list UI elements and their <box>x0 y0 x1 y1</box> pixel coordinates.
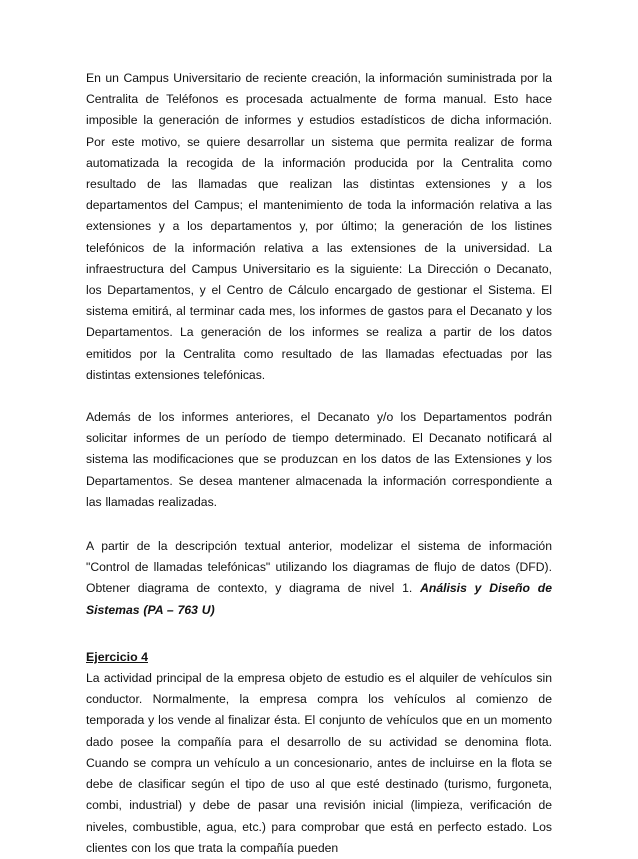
exercise-heading: Ejercicio 4 <box>86 649 148 664</box>
paragraph-additional-reports: Además de los informes anteriores, el Decanato y/o los Departamentos podrán solicitar informes de un período de tiempo determinado. El Decanato notificará al sistema las modificaciones que se produzcan en los datos de las Extensiones y los Departamentos. Se desea mantener almacenada la información correspondiente a las llamadas realizadas. <box>86 410 552 509</box>
task-statement-text: A partir de la descripción textual anterior, modelizar el sistema de información "Control de llamadas telefónicas" utilizando los diagramas de flujo de datos (DFD). Obtener diagrama de contexto, y diagrama de nivel 1. <box>86 539 552 596</box>
paragraph-task-statement <box>86 536 552 621</box>
document-page <box>86 68 552 859</box>
paragraph-exercise-4: La actividad principal de la empresa objeto de estudio es el alquiler de vehículos sin conductor. Normalmente, la empresa compra los vehículos al comienzo de temporada y los vende al finalizar ésta. El conjunto de vehículos que en un momento dado posee la compañía para el desarrollo de su actividad se denomina flota. Cuando se compra un vehículo a un concesionario, antes de incluirse en la flota se debe de clasificar según el tipo de uso al que esté destinado (turismo, furgoneta, combi, industrial) y debe de pasar una revisión inicial (limpieza, verificación de niveles, combustible, agua, etc.) para comprobar que está en perfecto estado. Los clientes con los que trata la compañía pueden <box>86 671 552 855</box>
paragraph-spacer <box>86 386 552 407</box>
paragraph-spacer <box>86 621 552 647</box>
paragraph-campus-description: En un Campus Universitario de reciente creación, la información suministrada por la Centralita de Teléfonos es procesada actualmente de forma manual. Esto hace imposible la generación de informes y estudios estadísticos de dicha información. Por este motivo, se quiere desarrollar un sistema que permita realizar de forma automatizada la recogida de la información producida por la Centralita como resultado de las llamadas que realizan las distintas extensiones y a los departamentos del Campus; el mantenimiento de toda la información relativa a las extensiones y a los departamentos y, por último; la generación de los listines telefónicos de la información relativa a las extensiones de la universidad. La infraestructura del Campus Universitario es la siguiente: La Dirección o Decanato, los Departamentos, y el Centro de Cálculo encargado de gestionar el Sistema. El sistema emitirá, al terminar cada mes, los informes de gastos para el Decanato y los Departamentos. La generación de los informes se realiza a partir de los datos emitidos por la Centralita como resultado de las llamadas efectuadas por las distintas extensiones telefónicas. <box>86 71 552 382</box>
source-reference: Análisis y Diseño de Sistemas (PA – 763 U) <box>86 581 552 617</box>
paragraph-spacer <box>86 513 552 536</box>
